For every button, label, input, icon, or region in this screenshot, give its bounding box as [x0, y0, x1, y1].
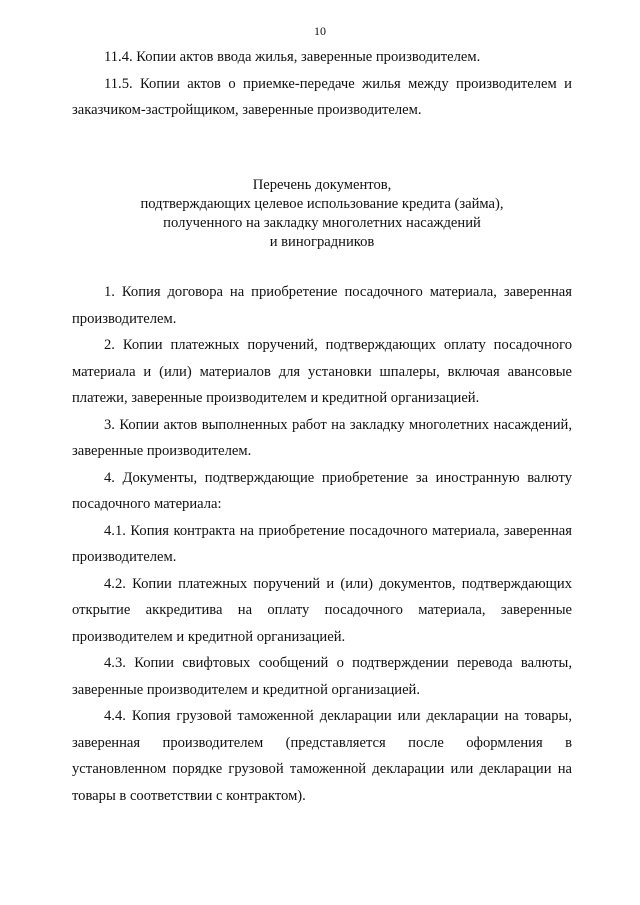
section-heading — [72, 176, 572, 252]
item-11-4: 11.4. Копии актов ввода жилья, заверенные производителем. — [104, 49, 481, 65]
list-item-1: 1. Копия договора на приобретение посадочного материала, заверенная производителем. — [72, 284, 572, 327]
list-item-4-1: 4.1. Копия контракта на приобретение посадочного материала, заверенная производителем. — [72, 522, 572, 565]
list-item-4: 4. Документы, подтверждающие приобретение за иностранную валюту посадочного материала: — [72, 469, 572, 512]
list-item-3: 3. Копии актов выполненных работ на закладку многолетних насаждений, заверенные производителем. — [72, 416, 572, 459]
list-item-4-3: 4.3. Копии свифтовых сообщений о подтверждении перевода валюты, заверенные производителем и кредитной организацией. — [72, 655, 572, 698]
list-item-4-4: 4.4. Копия грузовой таможенной декларации или декларации на товары, заверенная производителем (представляется после оформления в установленном порядке грузовой таможенной декларации или декларации на товары в соответствии с контрактом). — [72, 708, 572, 804]
page-number: 10 — [314, 24, 326, 38]
heading-line: подтверждающих целевое использование кредита (займа), — [140, 196, 504, 212]
list-item-2: 2. Копии платежных поручений, подтверждающих оплату посадочного материала и (или) материалов для установки шпалеры, включая авансовые платежи, заверенные производителем и кредитной организацией. — [72, 337, 572, 406]
heading-line: и виноградников — [269, 234, 375, 250]
list-item-4-2: 4.2. Копии платежных поручений и (или) документов, подтверждающих открытие аккредитива на оплату посадочного материала, заверенные производителем и кредитной организацией. — [72, 575, 572, 645]
top-section — [72, 44, 572, 124]
document-list — [72, 279, 572, 809]
heading-line: полученного на закладку многолетних насаждений — [163, 215, 481, 231]
item-11-5: 11.5. Копии актов о приемке-передаче жилья между производителем и заказчиком-застройщиком, заверенные производителем. — [72, 75, 572, 118]
heading-line: Перечень документов, — [252, 177, 392, 193]
